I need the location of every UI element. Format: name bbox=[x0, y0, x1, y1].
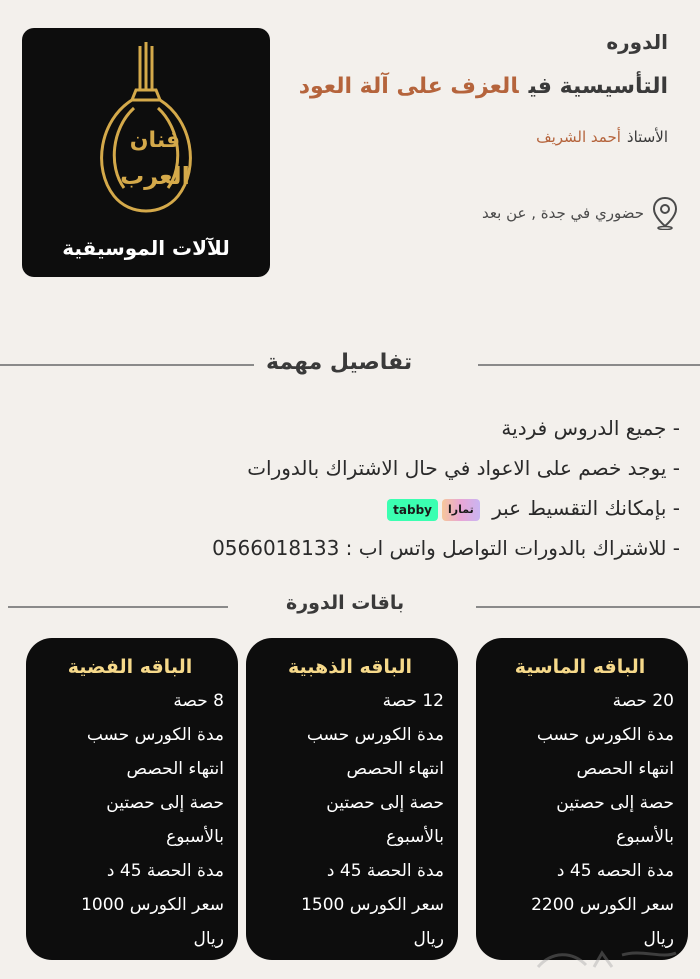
package-card-diamond bbox=[476, 638, 688, 960]
package-line: 12 حصة bbox=[382, 691, 444, 711]
teacher-prefix: الأستاذ bbox=[626, 128, 668, 146]
brand-logo bbox=[22, 28, 270, 277]
logo-mark-line2: العرب bbox=[120, 162, 190, 190]
package-line: مدة الكورس حسب bbox=[86, 725, 224, 745]
course-title-prefix: التأسيسية في bbox=[528, 74, 668, 99]
package-line: مدة الكورس حسب bbox=[306, 725, 444, 745]
package-card-gold bbox=[246, 638, 458, 960]
divider-right bbox=[476, 606, 700, 608]
package-line: سعر الكورس 2200 bbox=[531, 895, 674, 915]
list-item: - للاشتراك بالدورات التواصل واتس اب : 0566018133 bbox=[212, 536, 680, 560]
site-watermark bbox=[532, 947, 682, 973]
package-line: مدة الكورس حسب bbox=[536, 725, 674, 745]
package-line: ريال bbox=[193, 929, 224, 949]
package-line: بالأسبوع bbox=[386, 827, 444, 847]
logo-mark-line1: فنان bbox=[129, 128, 181, 153]
installment-text: - بإمكانك التقسيط عبر bbox=[492, 496, 680, 520]
details-section-header bbox=[0, 350, 700, 380]
package-line: 20 حصة bbox=[612, 691, 674, 711]
package-card-silver bbox=[26, 638, 238, 960]
package-line: انتهاء الحصص bbox=[126, 759, 224, 779]
package-line: حصة إلى حصتين bbox=[556, 793, 674, 813]
course-title bbox=[299, 74, 668, 99]
package-line: بالأسبوع bbox=[616, 827, 674, 847]
packages-heading: باقات الدورة bbox=[286, 592, 405, 614]
package-line: حصة إلى حصتين bbox=[326, 793, 444, 813]
tabby-badge: tabby bbox=[387, 499, 438, 521]
package-line: سعر الكورس 1500 bbox=[301, 895, 444, 915]
details-list bbox=[10, 408, 680, 568]
course-label: الدوره bbox=[606, 30, 668, 54]
package-line: ريال bbox=[643, 929, 674, 949]
teacher-line bbox=[536, 128, 668, 146]
package-name: الباقه الفضية bbox=[67, 656, 193, 678]
package-line: حصة إلى حصتين bbox=[106, 793, 224, 813]
package-name: الباقه الذهبية bbox=[288, 656, 412, 678]
location-line bbox=[482, 196, 678, 230]
package-line: ريال bbox=[413, 929, 444, 949]
package-line: انتهاء الحصص bbox=[346, 759, 444, 779]
list-item: - جميع الدروس فردية bbox=[501, 416, 680, 440]
package-line: بالأسبوع bbox=[166, 827, 224, 847]
divider-right bbox=[478, 364, 700, 366]
package-name: الباقه الماسية bbox=[514, 656, 646, 678]
package-line: سعر الكورس 1000 bbox=[81, 895, 224, 915]
package-line: مدة الحصة 45 د bbox=[326, 861, 444, 881]
package-line: 8 حصة bbox=[173, 691, 224, 711]
teacher-name: أحمد الشريف bbox=[536, 128, 621, 146]
location-text: حضوري في جدة , عن بعد bbox=[482, 204, 644, 222]
details-heading: تفاصيل مهمة bbox=[266, 350, 413, 375]
list-item bbox=[10, 488, 680, 528]
package-line: مدة الحصه 45 د bbox=[556, 861, 674, 881]
logo-caption: للآلات الموسيقية bbox=[62, 236, 230, 260]
list-item: - يوجد خصم على الاعواد في حال الاشتراك بالدورات bbox=[247, 456, 680, 480]
package-line: مدة الحصة 45 د bbox=[106, 861, 224, 881]
course-title-accent: العزف على آلة العود bbox=[298, 74, 519, 99]
tamara-badge: تمارا bbox=[442, 499, 480, 521]
divider-left bbox=[8, 606, 228, 608]
package-line: انتهاء الحصص bbox=[576, 759, 674, 779]
divider-left bbox=[0, 364, 254, 366]
map-pin-icon bbox=[652, 196, 678, 230]
packages-section-header bbox=[0, 592, 700, 622]
